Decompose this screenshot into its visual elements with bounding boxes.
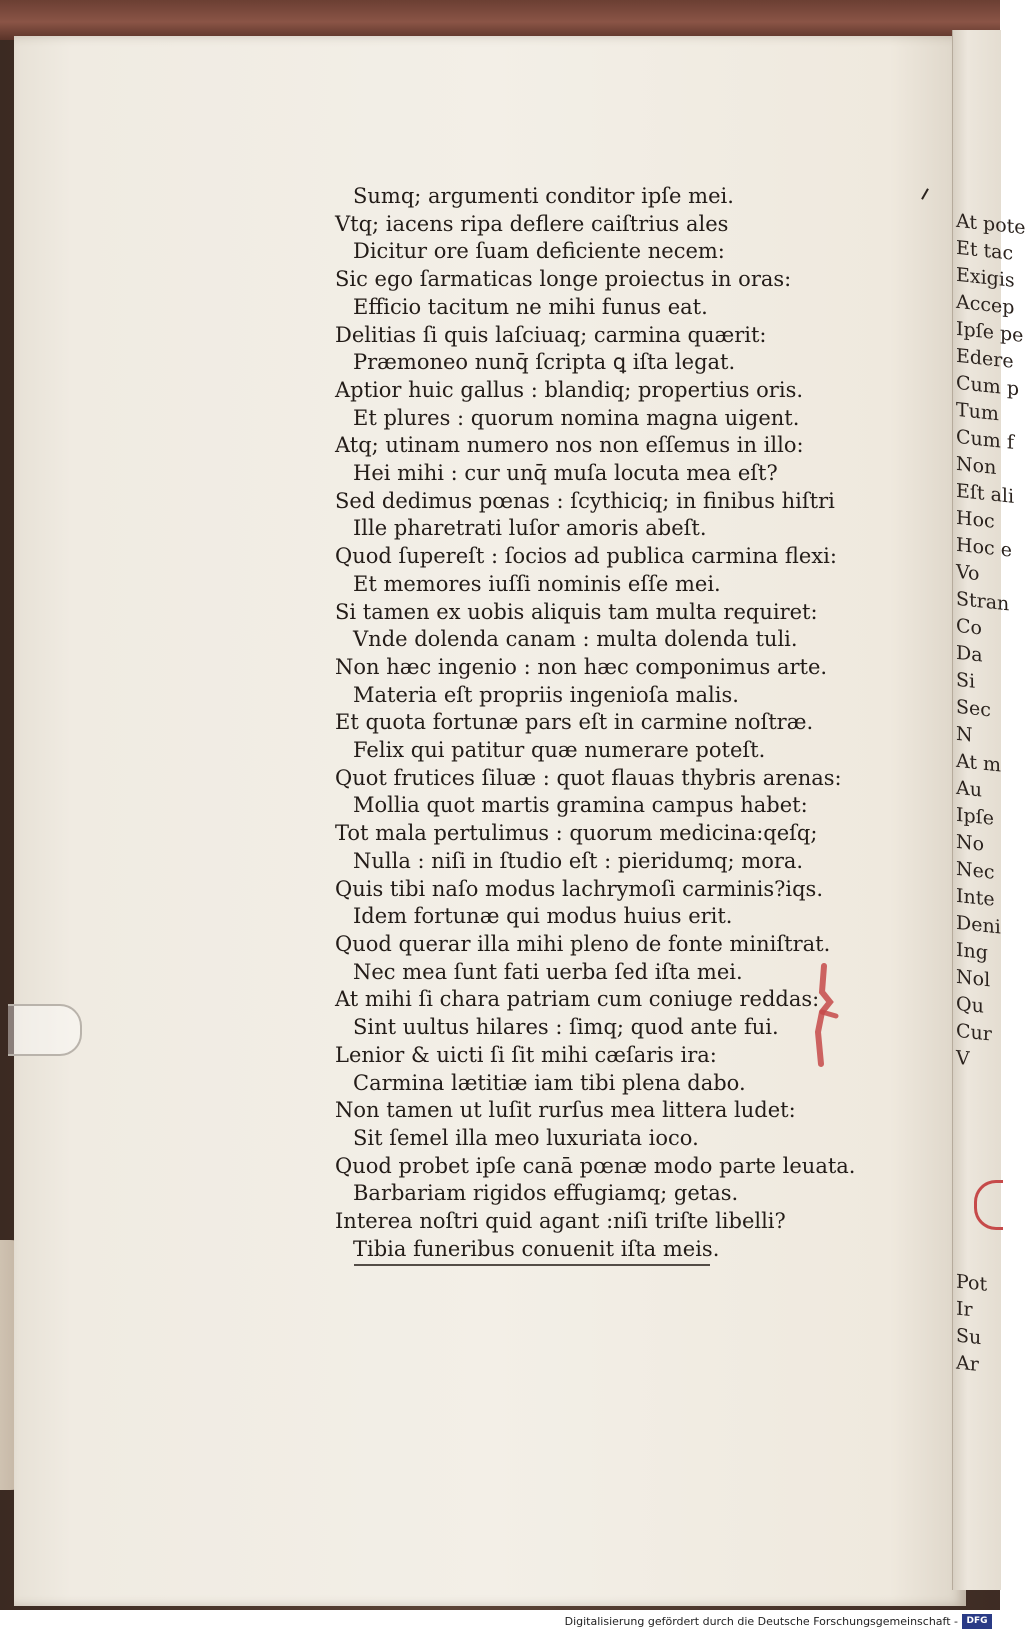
next-page-line: Nec bbox=[956, 857, 995, 884]
verse-line: Quot frutices ſiluæ : quot flauas thybris arenas: bbox=[335, 765, 842, 790]
next-page-line: N bbox=[956, 722, 973, 747]
next-page-line: Hoc bbox=[956, 506, 995, 533]
next-page-line: No bbox=[956, 830, 985, 856]
next-page-line: Ipſe pe bbox=[956, 317, 1024, 347]
verse-line: Si tamen ex uobis aliquis tam multa requiret: bbox=[335, 599, 818, 624]
verse-line: Barbariam rigidos effugiamq; getas. bbox=[353, 1181, 739, 1206]
verse-line: Felix qui patitur quæ numerare poteſt. bbox=[353, 738, 766, 763]
next-page-text bbox=[953, 30, 1026, 1074]
next-page-line: Tum bbox=[956, 398, 999, 426]
verse-line: Et memores iuſſi nominis eſſe mei. bbox=[353, 571, 721, 596]
next-page-line: Qu bbox=[956, 992, 984, 1018]
bottom-rule bbox=[354, 1264, 710, 1266]
verse-line: Efficio tacitum ne mihi funus eat. bbox=[353, 294, 708, 319]
next-page-line: Deni bbox=[956, 911, 1001, 939]
footer-credit: Digitalisierung gefördert durch die Deutsche Forschungsgemeinschaft - bbox=[564, 1615, 958, 1628]
next-page-line: Accep bbox=[956, 290, 1015, 319]
next-page-line: Au bbox=[956, 776, 982, 802]
verse-line: Mollia quot martis gramina campus habet: bbox=[353, 793, 808, 818]
verse-line: Tibia funeribus conuenit iſta meis. bbox=[353, 1236, 720, 1261]
verse-line: Nulla : niſi in ſtudio eſt : pieridumq; mora. bbox=[353, 848, 804, 873]
next-page-line: Ing bbox=[956, 938, 988, 965]
verse-line: Atq; utinam numero nos non eſſemus in illo: bbox=[335, 433, 804, 458]
verse-line: Dicitur ore ſuam deficiente necem: bbox=[353, 239, 725, 264]
next-page-line: At pote bbox=[956, 209, 1026, 240]
next-page-line: Inte bbox=[956, 884, 995, 911]
book-top-edge bbox=[0, 0, 1000, 40]
dfg-logo: DFG bbox=[962, 1614, 992, 1629]
verse-line: Hei mihi : cur unq̄ muſa locuta mea eſt? bbox=[353, 461, 778, 486]
verse-line: Non tamen ut luſit rurſus mea littera ludet: bbox=[335, 1098, 796, 1123]
verse-line: Non hæc ingenio : non hæc componimus arte. bbox=[335, 654, 828, 679]
next-page-line: Non bbox=[956, 452, 997, 480]
next-page-line: Eſt ali bbox=[956, 479, 1015, 508]
verse-line: Præmoneo nunq̄ ſcripta ꝗ iſta legat. bbox=[353, 350, 736, 375]
next-page-line: Cum p bbox=[956, 371, 1019, 401]
page-clip bbox=[8, 1004, 82, 1056]
footer-bar bbox=[0, 1610, 1000, 1634]
verse-line: Nec mea ſunt fati uerba ſed iſta mei. bbox=[353, 959, 743, 984]
next-page-edge bbox=[952, 30, 1026, 1590]
verse-line: Sit ſemel illa meo luxuriata ioco. bbox=[353, 1125, 699, 1150]
next-page-line: Hoc e bbox=[956, 533, 1012, 562]
verse-line: Carmina lætitiæ iam tibi plena dabo. bbox=[353, 1070, 746, 1095]
next-page-line: Da bbox=[956, 641, 983, 667]
verse-line: Quod ſupereſt : ſocios ad publica carmina flexi: bbox=[335, 544, 837, 569]
next-page-line: Nol bbox=[956, 965, 991, 992]
verse-line: Materia eſt propriis ingenioſa malis. bbox=[353, 682, 739, 707]
verse-line: Delitias ſi quis laſciuaq; carmina quærit: bbox=[335, 322, 767, 347]
verse-line: Idem fortunæ qui modus huius erit. bbox=[353, 904, 733, 929]
verse-line: Quod probet ipſe canā pœnæ modo parte leuata. bbox=[335, 1153, 856, 1178]
verse-line: Vnde dolenda canam : multa dolenda tuli. bbox=[353, 627, 798, 652]
next-page-line: V bbox=[956, 1046, 970, 1071]
next-page-line: Cur bbox=[956, 1019, 992, 1046]
verse-line: Ille pharetrati luſor amoris abeſt. bbox=[353, 516, 707, 541]
verse-line: Sed dedimus pœnas : ſcythiciq; in finibus hiſtri bbox=[335, 488, 835, 513]
verse-line: Interea noſtri quid agant :niſi triſte libelli? bbox=[335, 1209, 786, 1234]
next-page-line: Ar bbox=[956, 1351, 979, 1376]
verse-line: Vtq; iacens ripa deflere caiſtrius ales bbox=[335, 211, 729, 236]
verse-line: Quis tibi naſo modus lachrymoſi carminis?iqs. bbox=[335, 876, 823, 901]
verse-line: Sint uultus hilares : ſimq; quod ante fui. bbox=[353, 1015, 779, 1040]
verse-line: Sic ego ſarmaticas longe proiectus in oras: bbox=[335, 267, 792, 292]
verse-line: Lenior & uicti ſi ſit mihi cæſaris ira: bbox=[335, 1042, 717, 1067]
verse-line: At mihi ſi chara patriam cum coniuge reddas: bbox=[335, 987, 820, 1012]
next-page-text-lower bbox=[953, 1270, 987, 1378]
verse-line: Et quota fortunæ pars eſt in carmine noſtræ. bbox=[335, 710, 814, 735]
next-page-line: Sec bbox=[956, 695, 991, 722]
verse-line: Sumq; argumenti conditor ipſe mei. bbox=[353, 184, 734, 208]
verse-text-block bbox=[335, 183, 856, 1263]
next-page-line: Co bbox=[956, 614, 982, 640]
next-page-line: Si bbox=[956, 668, 976, 693]
next-page-line: Et tac bbox=[956, 236, 1014, 265]
next-page-line: Ipſe bbox=[956, 803, 994, 830]
verse-line: Et plures : quorum nomina magna uigent. bbox=[353, 405, 800, 430]
next-page-line: At m bbox=[956, 749, 1002, 777]
verse-line: Aptior huic gallus : blandiq; propertius oris. bbox=[335, 377, 804, 402]
next-page-line: Edere bbox=[956, 344, 1014, 373]
next-page-line: Vo bbox=[956, 560, 980, 586]
verse-line: Quod querar illa mihi pleno de fonte miniſtrat. bbox=[335, 931, 831, 956]
next-page-line: Pot bbox=[956, 1270, 988, 1296]
next-page-line: Ir bbox=[956, 1297, 973, 1322]
next-page-line: Su bbox=[956, 1324, 982, 1350]
red-rubric-mark bbox=[812, 962, 842, 1070]
verse-line: Tot mala pertulimus : quorum medicina:qeſq; bbox=[335, 821, 818, 846]
next-page-line: Cum f bbox=[956, 425, 1014, 454]
next-page-line: Exigis bbox=[956, 263, 1015, 292]
next-page-line: Stran bbox=[956, 587, 1010, 616]
